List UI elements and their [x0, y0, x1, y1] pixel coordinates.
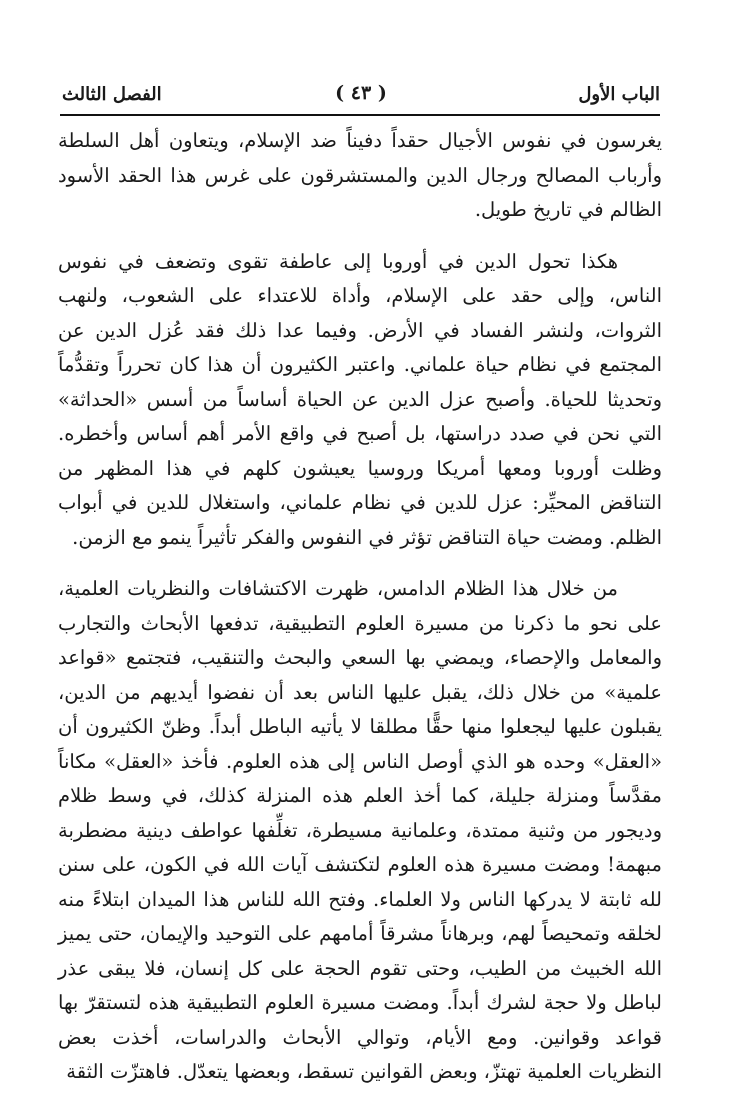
header-divider	[60, 114, 660, 116]
page-number: ( ٤٣ )	[335, 82, 387, 104]
chapter-title: الفصل الثالث	[62, 84, 162, 105]
running-header	[62, 78, 660, 112]
paragraph-sciences: من خلال هذا الظلام الدامس، ظهرت الاكتشافات والنظريات العلمية، على نحو ما ذكرنا من مسيرة العلوم التطبيقية، تدفعها الأبحاث والتجارب والمعامل والإحصاء، ويمضي بها السعي والبحث والتنقيب، فتجتمع «قواعد علمية» من خلال ذلك، يقبل عليها الناس بعد أن نفضوا أيديهم من الدين، يقبلون عليها ليجعلوا منها حقًّا مطلقا لا يأتيه الباطل أبداً. وظنّ الكثيرون أن «العقل» وحده هو الذي أوصل الناس إلى هذه العلوم. فأخذ «العقل» مكاناً مقدَّساً ومنزلة جليلة، كما أخذ العلم هذه المنزلة كذلك، في وسط ظلام وديجور من وثنية ممتدة، وعلمانية مسيطرة، تغلِّفها عواطف دينية مضطربة مبهمة! ومضت مسيرة هذه العلوم لتكتشف آيات الله في الكون، على سنن لله ثابتة لا يدركها الناس ولا العلماء. وفتح الله للناس هذا الميدان ابتلاءً منه لخلقه وتمحيصاً لهم، وبرهاناً مشرقاً أمامهم على التوحيد والإيمان، حتى يميز الله الخبيث من الطيب، وحتى تقوم الحجة على كل إنسان، فلا يبقى عذر لباطل ولا حجة لشرك أبداً. ومضت مسيرة العلوم التطبيقية هذه لتستقرّ بها قواعد وقوانين. ومع الأيام، وتوالي الأبحاث والدراسات، أخذت بعض النظريات العلمية تهتزّ، وبعض القوانين تسقط، وبعضها يتعدّل. فاهتزّت الثقة	[58, 577, 662, 1083]
part-title: الباب الأول	[578, 84, 660, 105]
body-text	[58, 124, 662, 1090]
paragraph-religion-in-europe: هكذا تحول الدين في أوروبا إلى عاطفة تقوى وتضعف في نفوس الناس، وإلى حقد على الإسلام، وأداة للاعتداء على الشعوب، ولنهب الثروات، ولنشر الفساد في الأرض. وفيما عدا ذلك فقد عُزل الدين عن المجتمع في نظام حياة علماني. واعتبر الكثيرون أن هذا كان تحرراً وتقدُّماً وتحديثا للحياة. وأصبح عزل الدين عن الحياة أساساً من أسس «الحداثة» التي نحن في صدد دراستها، بل أصبح في واقع الأمر أهم أساس وأخطره. وظلت أوروبا ومعها أمريكا وروسيا يعيشون كلهم في هذا المظهر من التناقض المحيِّر: عزل للدين في نظام علماني، واستغلال للدين في أبواب الظلم. ومضت حياة التناقض تؤثر في النفوس والفكر تأثيراً ينمو مع الزمن.	[58, 249, 662, 549]
paragraph-continuation: يغرسون في نفوس الأجيال حقداً دفيناً ضد الإسلام، ويتعاون أهل السلطة وأرباب المصالح ورجال الدين والمستشرقون على غرس هذا الحقد الأسود الظالم في تاريخ طويل.	[58, 129, 662, 221]
